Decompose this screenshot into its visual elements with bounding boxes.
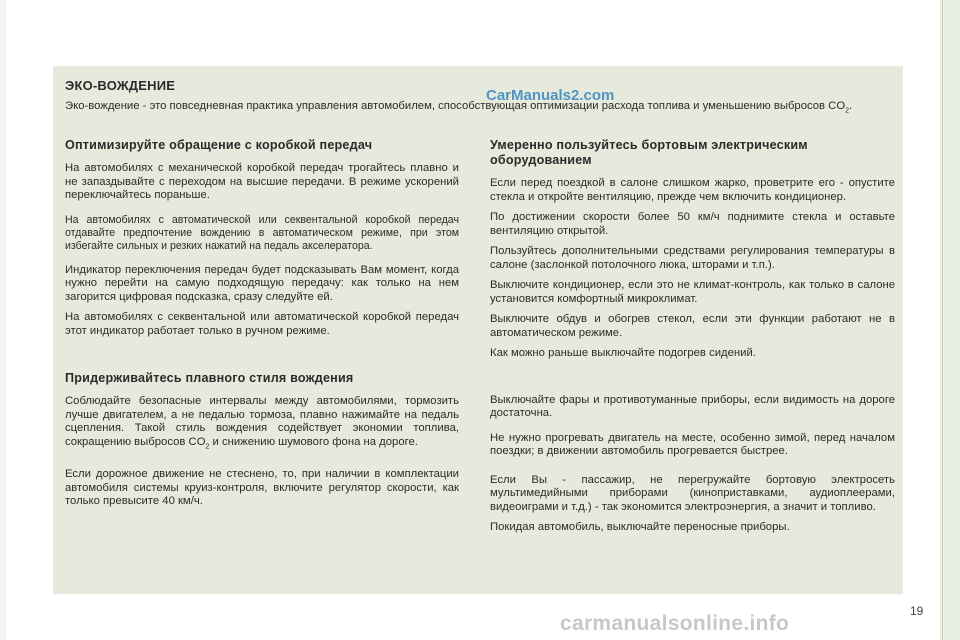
- page-number: 19: [910, 604, 924, 618]
- left-column: [65, 138, 459, 516]
- paragraph-safe-intervals-text: Соблюдайте безопасные интервалы между автомобилями, тормозить лучше двигателем, а не педалью тормоза, плавно нажимайте на педаль сцепления. Такой стиль вождения содействует экономии топлива, сокращению выбросов CO: [65, 395, 459, 448]
- section-heading-smooth-driving: Придерживайтесь плавного стиля вождения: [65, 371, 354, 385]
- intro-paragraph: [65, 99, 895, 118]
- paragraph-cruise-control: Если дорожное движение не стеснено, то, при наличии в комплектации автомобиля системы круиз-контроля, включите регулятор скорости, как только превысите 40 км/ч.: [65, 468, 459, 508]
- intro-text: Эко-вождение - это повседневная практика управления автомобилем, способствующая оптимизации расхода топлива и уменьшению выбросов CO: [65, 100, 846, 112]
- paragraph-engine-warmup: Не нужно прогревать двигатель на месте, особенно зимой, перед началом поездки; в движении автомобиль прогревается быстрее.: [490, 431, 895, 457]
- paragraph-safe-intervals-subscript: 2: [205, 442, 210, 450]
- section-heading-gearbox: Оптимизируйте обращение с коробкой передач: [65, 138, 373, 152]
- paragraph-passenger-devices: Если Вы - пассажир, не перегружайте бортовую электросеть мультимедийными приборами (киноприставками, аудиоплеерами, видеоиграми и т.д.) - так экономится электроэнергия, а значит и топливо.: [490, 473, 895, 513]
- paragraph-ventilate: Если перед поездкой в салоне слишком жарко, проветрите его - опустите стекла и откройте вентиляцию, прежде чем включить кондиционер.: [490, 177, 895, 203]
- right-margin-rule: [942, 0, 943, 640]
- paragraph-automatic-gearbox: На автомобилях с автоматической или секвентальной коробкой передач отдавайте предпочтение вождению в автоматическом режиме, при этом избегайте сильных и резких нажатий на педаль акселератора.: [65, 213, 459, 252]
- paragraph-safe-intervals-end: и снижению шумового фона на дороге.: [209, 435, 418, 448]
- paragraph-manual-gearbox: На автомобилях с механической коробкой передач трогайтесь плавно и не запаздывайте с переходом на высшие передачи. В режиме ускорений переключайтесь пораньше.: [65, 162, 459, 201]
- paragraph-gear-indicator: Индикатор переключения передач будет подсказывать Вам момент, когда нужно перейти на самую подходящую передачу: как только на нем загорится цифровая подсказка, сразу следуйте ей.: [65, 263, 459, 303]
- paragraph-additional-means: Пользуйтесь дополнительными средствами регулирования температуры в салоне (заслонкой потолочного люка, шторами и т.п.).: [490, 245, 895, 271]
- paragraph-seat-heating: Как можно раньше выключайте подогрев сидений.: [490, 347, 756, 359]
- right-column: [490, 138, 895, 542]
- paragraph-turn-off-ac: Выключите кондиционер, если это не климат-контроль, как только в салоне установится комфортный микроклимат.: [490, 279, 895, 305]
- paragraph-indicator-manual-mode: На автомобилях с секвентальной или автоматической коробкой передач этот индикатор работает только в ручном режиме.: [65, 311, 459, 337]
- paragraph-portable-devices: Покидая автомобиль, выключайте переносные приборы.: [490, 521, 790, 533]
- page-title: ЭКО-ВОЖДЕНИЕ: [65, 78, 176, 93]
- paragraph-safe-intervals: [65, 395, 459, 453]
- paragraph-raise-windows: По достижении скорости более 50 км/ч поднимите стекла и оставьте вентиляцию открытой.: [490, 211, 895, 237]
- section-heading-electrical: Умеренно пользуйтесь бортовым электрическим оборудованием: [490, 138, 808, 167]
- watermark-carmanuals2[interactable]: CarManuals2.com: [486, 87, 615, 104]
- watermark-carmanualsonline[interactable]: carmanualsonline.info: [560, 612, 790, 635]
- intro-end: .: [849, 100, 853, 112]
- right-margin-band: [940, 0, 960, 640]
- left-edge-strip: [0, 0, 6, 640]
- intro-subscript: 2: [845, 107, 850, 115]
- paragraph-turn-off-defrost: Выключите обдув и обогрев стекол, если эти функции работают не в автоматическом режиме.: [490, 313, 895, 339]
- paragraph-lights: Выключайте фары и противотуманные приборы, если видимость на дороге достаточна.: [490, 393, 895, 419]
